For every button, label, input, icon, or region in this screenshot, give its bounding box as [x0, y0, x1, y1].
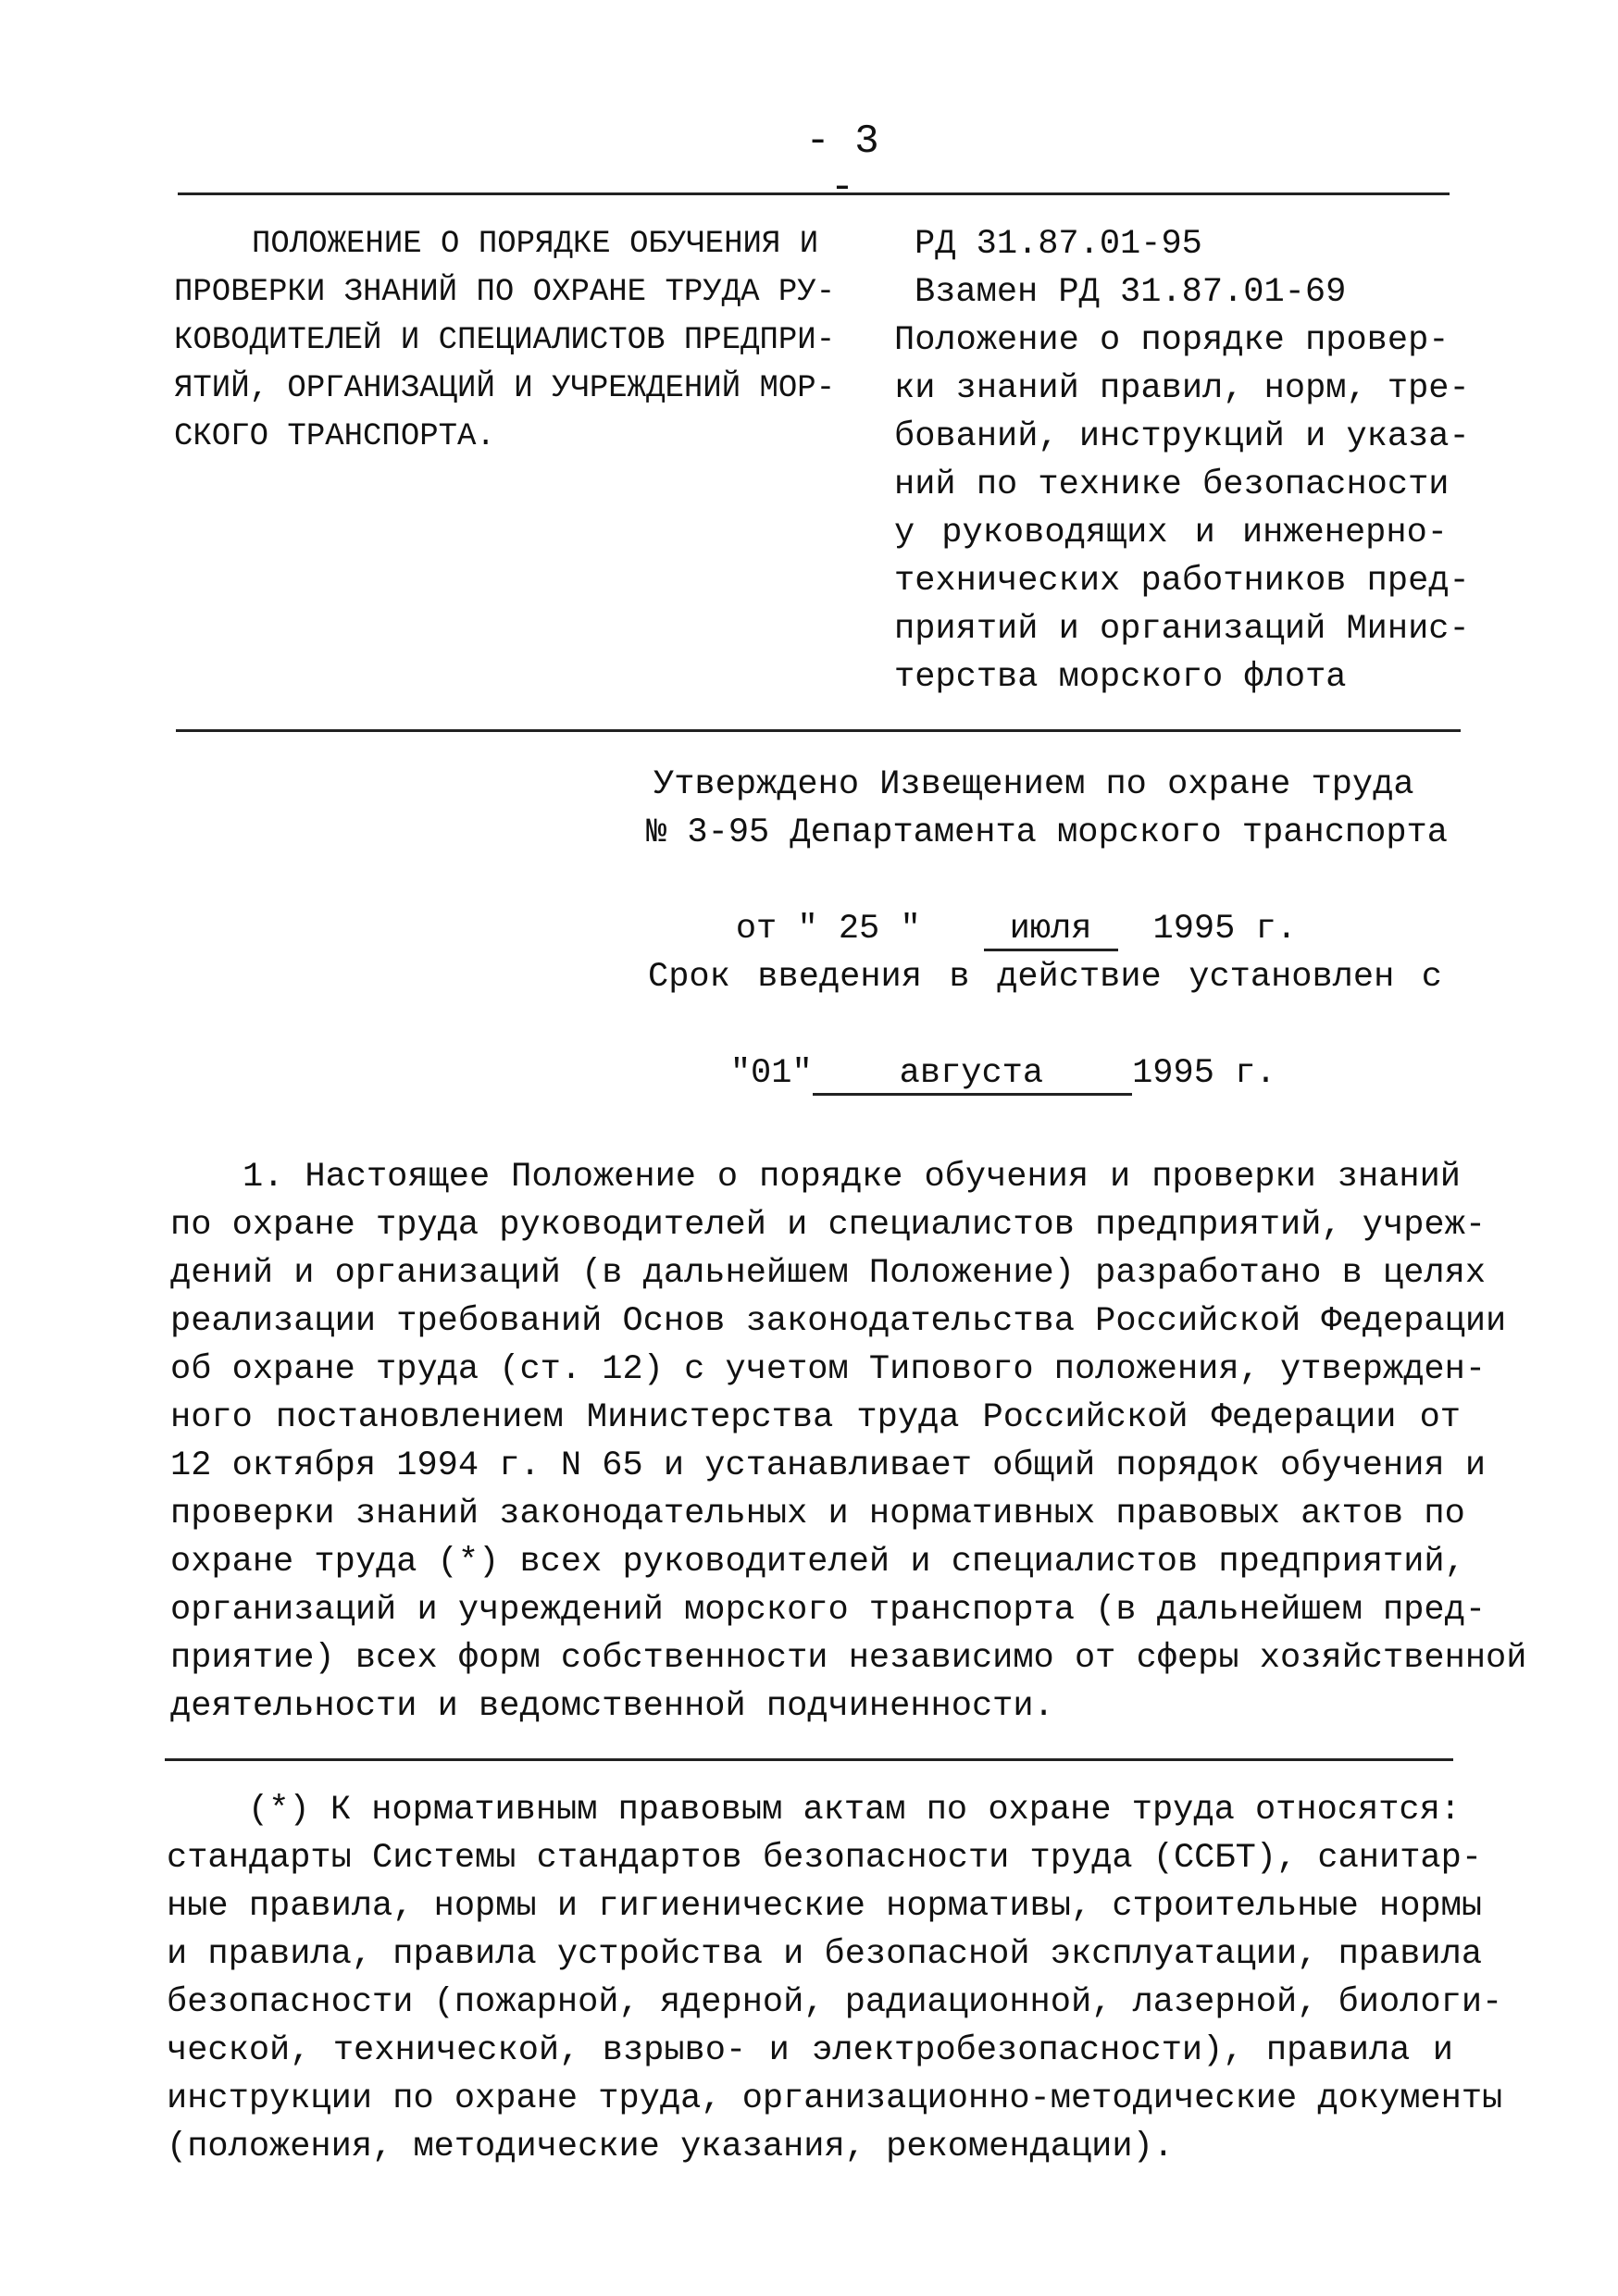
- effective-year: 1995 г.: [1132, 1054, 1276, 1093]
- document-code: РД 31.87.01-95: [915, 225, 1202, 264]
- approval-line: № 3-95 Департамента морского транспорта: [646, 813, 1448, 852]
- paragraph-line: деятельности и ведомственной подчиненности.: [170, 1687, 1054, 1726]
- description-line: терства морского флота: [894, 658, 1347, 697]
- description-line: ний по технике безопасности: [894, 465, 1450, 504]
- header-bottom-rule: [176, 729, 1461, 732]
- paragraph-line: приятие) всех форм собственности независимо от сферы хозяйственной: [170, 1639, 1527, 1678]
- title-line: СКОГО ТРАНСПОРТА.: [174, 419, 495, 454]
- effective-date: [648, 1001, 1276, 1146]
- description-line: у руководящих и инженерно-: [894, 514, 1448, 552]
- footnote-line: (*) К нормативным правовым актам по охране труда относятся:: [248, 1791, 1462, 1830]
- effective-line: Срок введения в действие установлен с: [648, 958, 1442, 997]
- footnote-line: безопасности (пожарной, ядерной, радиационной, лазерной, биологи-: [167, 1983, 1503, 2022]
- effective-day: "01": [729, 1054, 813, 1093]
- footnote-line: (положения, методические указания, рекомендации).: [167, 2128, 1174, 2166]
- paragraph-line: 12 октября 1994 г. N 65 и устанавливает общий порядок обучения и: [170, 1446, 1487, 1485]
- description-line: бований, инструкций и указа-: [894, 417, 1470, 456]
- page-number: - 3 -: [805, 118, 879, 211]
- footnote-line: и правила, правила устройства и безопасной эксплуатации, правила: [167, 1935, 1483, 1974]
- approval-day: от " 25 ": [735, 910, 921, 949]
- approval-month: июля: [984, 910, 1118, 951]
- paragraph-line: реализации требований Основ законодательства Российской Федерации: [170, 1302, 1507, 1341]
- footnote-line: стандарты Системы стандартов безопасности труда (ССБТ), санитар-: [167, 1839, 1483, 1878]
- top-rule: [178, 192, 1450, 195]
- description-line: ки знаний правил, норм, тре-: [894, 369, 1470, 408]
- title-line: КОВОДИТЕЛЕЙ И СПЕЦИАЛИСТОВ ПРЕДПРИ-: [174, 323, 836, 358]
- title-line: ЯТИЙ, ОРГАНИЗАЦИЙ И УЧРЕЖДЕНИЙ МОР-: [174, 371, 836, 406]
- description-line: технических работников пред-: [894, 562, 1470, 601]
- paragraph-line: дений и организаций (в дальнейшем Положение) разработано в целях: [170, 1254, 1487, 1293]
- footnote-line: инструкции по охране труда, организационно-методические документы: [167, 2079, 1503, 2118]
- description-line: Положение о порядке провер-: [894, 321, 1450, 360]
- title-line: ПРОВЕРКИ ЗНАНИЙ ПО ОХРАНЕ ТРУДА РУ-: [174, 275, 836, 310]
- paragraph-line: проверки знаний законодательных и нормативных правовых актов по: [170, 1495, 1465, 1533]
- footnote-rule: [165, 1758, 1453, 1761]
- description-line: приятий и организаций Минис-: [894, 610, 1470, 649]
- paragraph-line: ного постановлением Министерства труда Российской Федерации от: [170, 1398, 1461, 1437]
- title-line: ПОЛОЖЕНИЕ О ПОРЯДКЕ ОБУЧЕНИЯ И: [252, 227, 819, 262]
- paragraph-line: об охране труда (ст. 12) с учетом Типового положения, утвержден-: [170, 1350, 1487, 1389]
- effective-month: августа: [813, 1054, 1132, 1096]
- approval-year: 1995 г.: [1152, 910, 1297, 949]
- replaces-line: Взамен РД 31.87.01-69: [915, 273, 1347, 312]
- footnote-line: ные правила, нормы и гигиенические нормативы, строительные нормы: [167, 1887, 1483, 1926]
- footnote-line: ческой, технической, взрыво- и электробезопасности), правила и: [167, 2031, 1453, 2070]
- paragraph-line: охране труда (*) всех руководителей и специалистов предприятий,: [170, 1543, 1465, 1582]
- paragraph-line: организаций и учреждений морского транспорта (в дальнейшем пред-: [170, 1591, 1487, 1630]
- paragraph-line: по охране труда руководителей и специалистов предприятий, учреж-: [170, 1206, 1487, 1245]
- paragraph-line: 1. Настоящее Положение о порядке обучения и проверки знаний: [243, 1158, 1461, 1197]
- approval-line: Утверждено Извещением по охране труда: [653, 765, 1414, 804]
